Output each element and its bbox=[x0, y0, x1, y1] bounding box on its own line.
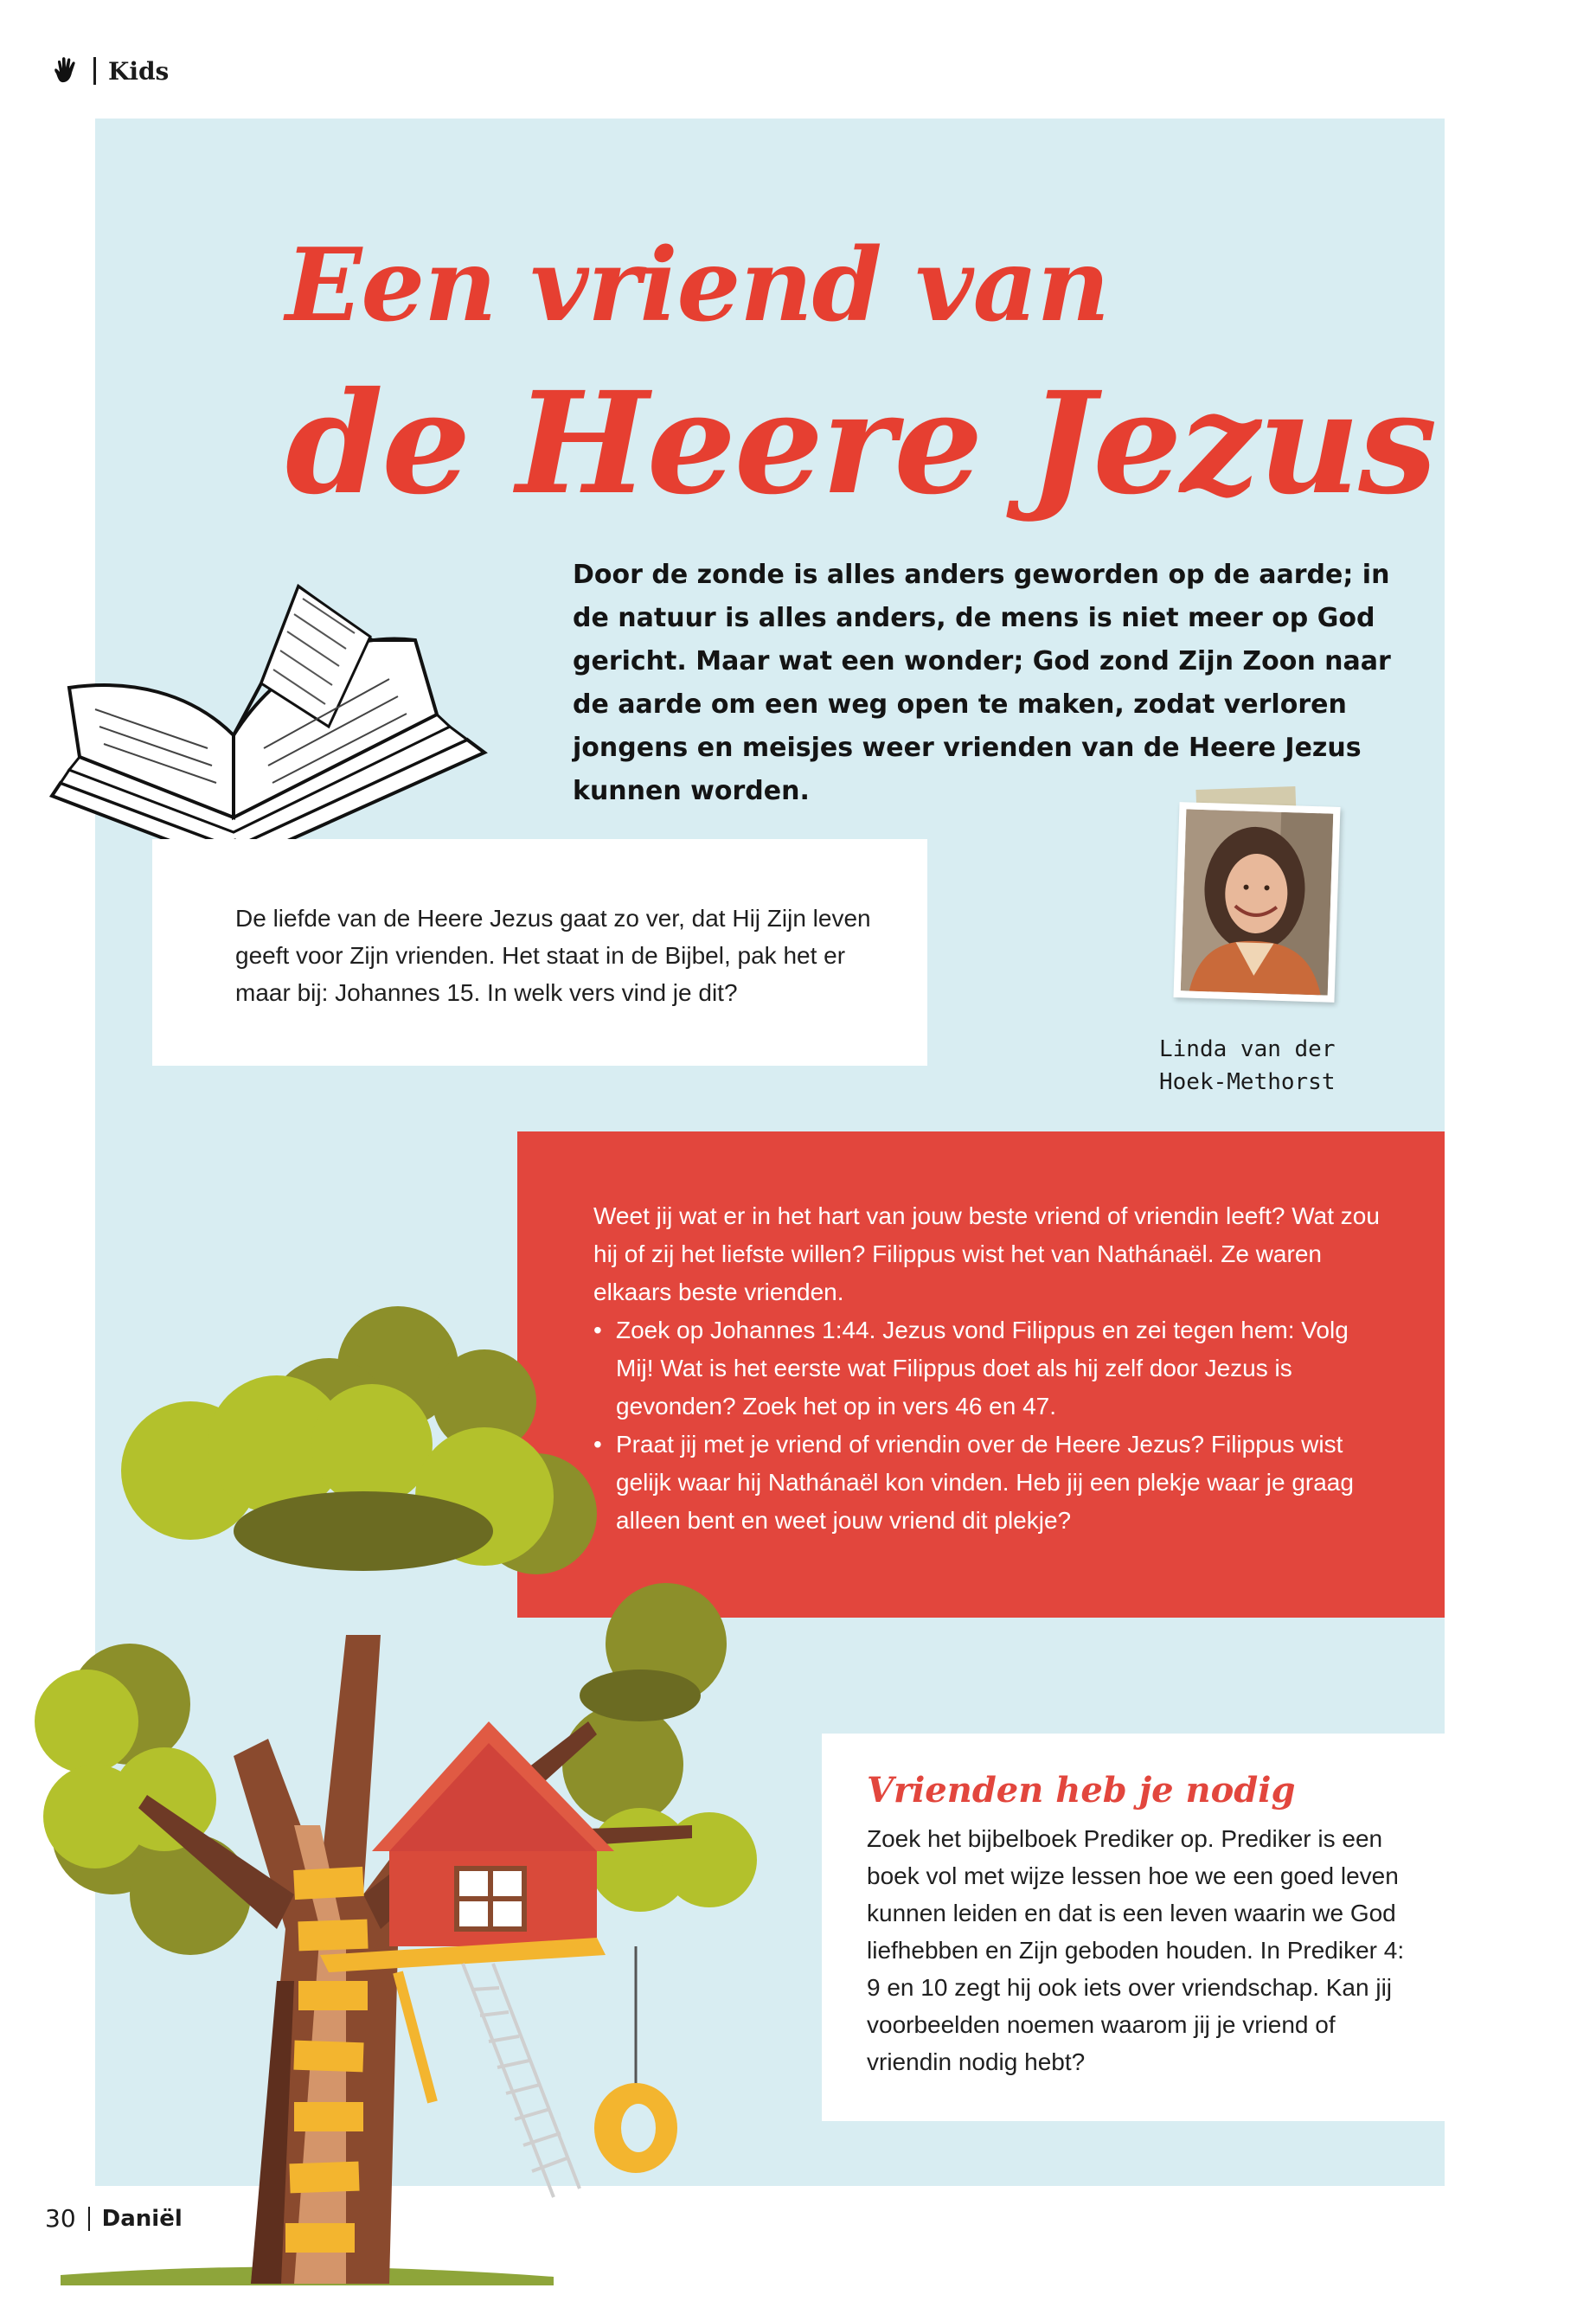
friends-needed-text: Zoek het bijbelboek Prediker op. Prediker is een boek vol met wijze lessen hoe we een goed leven kunnen leiden en dat is een leven waarin we God liefhebben en Zijn geboden houden. In Prediker 4: 9 en 10 zegt hij ook iets over vriendschap. Kan jij voorbeelden noemen waarom jij je vriend of vriendin nodig hebt? bbox=[867, 1825, 1405, 2075]
footer-separator bbox=[88, 2207, 90, 2231]
red-box-bullet: • Praat jij met je vriend of vriendin over de Heere Jezus? Filippus wist gelijk waar hij Nathánaël kon vinden. Heb jij een plekje waar je graag alleen bent en weet jouw vriend dit plekje? bbox=[593, 1426, 1389, 1540]
author-name bbox=[1159, 1033, 1384, 1099]
author-name-line-2: Hoek-Methorst bbox=[1159, 1069, 1336, 1095]
friends-needed-box bbox=[822, 1734, 1445, 2121]
red-box-lead: Weet jij wat er in het hart van jouw beste vriend of vriendin leeft? Wat zou hij of zij het liefste willen? Filippus wist het van Nathánaël. Ze waren elkaars beste vrienden. bbox=[593, 1202, 1380, 1305]
red-box-bullet: • Zoek op Johannes 1:44. Jezus vond Filippus en zei tegen hem: Volg Mij! Wat is het eerste wat Filippus doet als hij zelf door Jezus is gevonden? Zoek het op in vers 46 en 47. bbox=[593, 1311, 1389, 1426]
title-line-1: Een vriend van bbox=[285, 227, 1110, 344]
page-header bbox=[50, 55, 169, 87]
section-label: Kids bbox=[108, 56, 170, 86]
title-line-2: de Heere Jezus bbox=[285, 362, 1436, 526]
question-box-john-15 bbox=[152, 839, 927, 1066]
page-number: 30 bbox=[45, 2204, 76, 2233]
magazine-name: Daniël bbox=[101, 2205, 183, 2232]
header-separator bbox=[93, 57, 96, 85]
author-portrait-image bbox=[1181, 809, 1334, 995]
question-box-text: De liefde van de Heere Jezus gaat zo ver, dat Hij Zijn leven geeft voor Zijn vrienden. Het staat in de Bijbel, pak het er maar bij: Johannes 15. In welk vers vind je dit? bbox=[235, 905, 871, 1006]
friends-needed-heading: Vrienden heb je nodig bbox=[867, 1770, 1296, 1811]
page-footer bbox=[45, 2204, 183, 2233]
author-photo bbox=[1173, 802, 1340, 1003]
hand-icon bbox=[50, 55, 81, 87]
intro-text: Door de zonde is alles anders geworden op de aarde; in de natuur is alles anders, de mens is niet meer op God gericht. Maar wat een wonder; God zond Zijn Zoon naar de aarde om een weg open te maken, zodat verloren jongens en meisjes weer vrienden van de Heere Jezus kunnen worden. bbox=[573, 560, 1391, 806]
treehouse-illustration bbox=[35, 1272, 796, 2285]
author-name-line-1: Linda van der bbox=[1159, 1036, 1336, 1062]
